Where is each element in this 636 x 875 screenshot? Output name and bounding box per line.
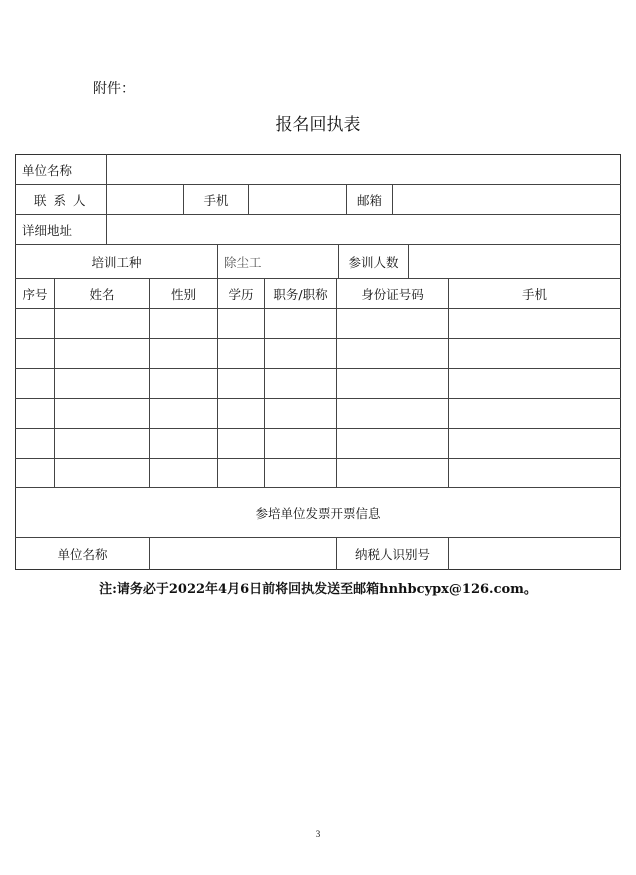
submission-note: 注:请务必于2022年4月6日前将回执发送至邮箱hnhbcypx@126.com。: [99, 582, 537, 597]
table-row[interactable]: [16, 429, 620, 458]
column-header-gender: 性别: [170, 286, 196, 302]
participant-count-field[interactable]: [409, 245, 620, 278]
table-row[interactable]: [16, 339, 620, 368]
column-header-index: 序号: [22, 286, 48, 302]
table-row[interactable]: [16, 459, 620, 487]
page-number: 3: [315, 829, 321, 839]
address-field[interactable]: [107, 215, 620, 244]
table-row[interactable]: [16, 399, 620, 428]
table-row[interactable]: [16, 369, 620, 398]
table-row[interactable]: [16, 309, 620, 338]
column-header-phone: 手机: [521, 286, 547, 302]
address-label: 详细地址: [22, 222, 73, 238]
contact-person-label: 联系人: [34, 192, 93, 208]
contact-person-field[interactable]: [107, 185, 183, 214]
column-header-id-number: 身份证号码: [361, 286, 424, 302]
invoice-section-title: 参培单位发票开票信息: [255, 505, 381, 521]
unit-name-label: 单位名称: [22, 162, 73, 178]
column-header-position: 职务/职称: [273, 286, 328, 302]
invoice-unit-name-field[interactable]: [150, 538, 336, 570]
email-label: 邮箱: [356, 192, 382, 208]
column-header-education: 学历: [228, 286, 254, 302]
training-type-label: 培训工种: [91, 254, 142, 270]
phone-field[interactable]: [249, 185, 346, 214]
unit-name-field[interactable]: [107, 155, 620, 184]
participant-count-label: 参训人数: [348, 254, 399, 270]
email-field[interactable]: [393, 185, 620, 214]
invoice-unit-name-label: 单位名称: [57, 547, 108, 562]
attachment-label: 附件：: [93, 81, 135, 97]
phone-label: 手机: [203, 192, 229, 208]
column-header-name: 姓名: [89, 286, 115, 302]
page-title: 报名回执表: [275, 115, 361, 135]
tax-id-label: 纳税人识别号: [354, 547, 430, 562]
tax-id-field[interactable]: [449, 538, 620, 570]
training-type-value: 除尘工: [224, 254, 262, 270]
